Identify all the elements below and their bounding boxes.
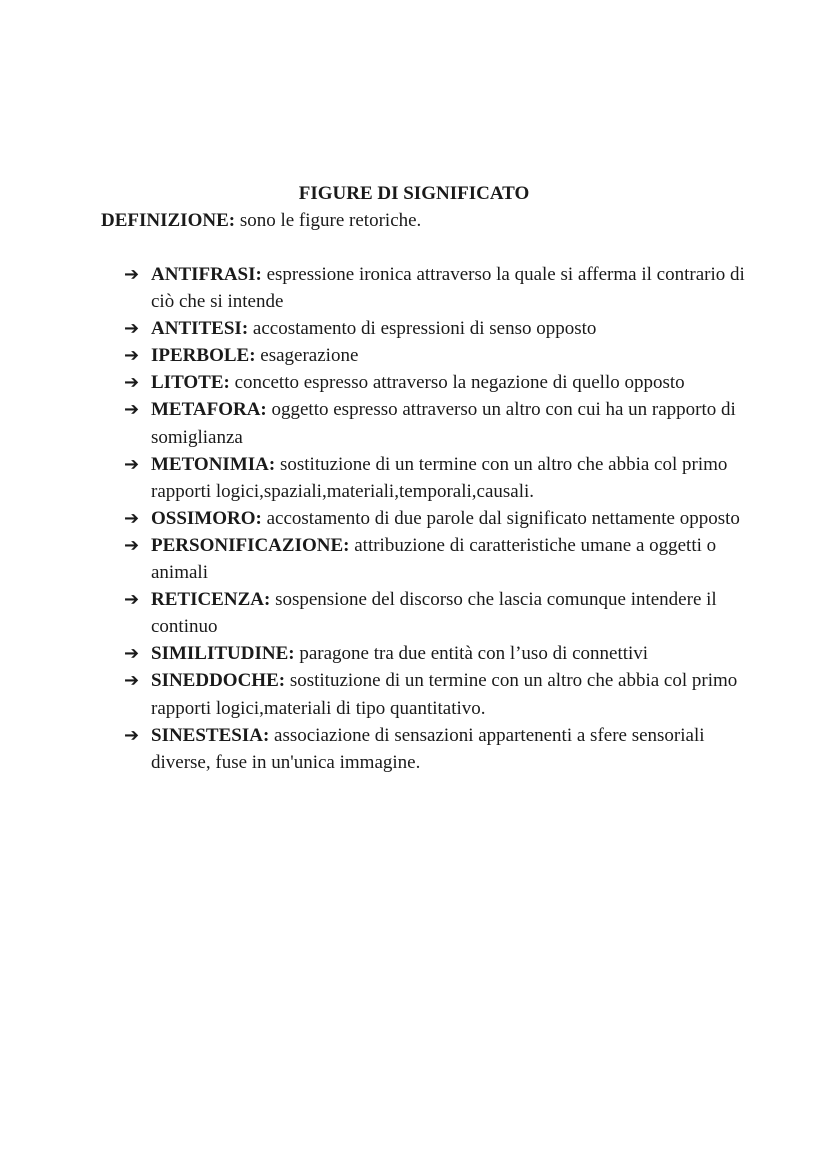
right-arrow-icon: ➔: [124, 534, 140, 556]
list-item: [124, 722, 764, 776]
item-description: attribuzione di caratteristiche umane a oggetti o animali: [151, 534, 717, 584]
item-description: accostamento di due parole dal significato nettamente opposto: [261, 507, 740, 529]
item-term: RETICENZA:: [151, 589, 271, 611]
list-item: [124, 315, 764, 342]
definition-line: [101, 207, 421, 234]
item-description: sostituzione di un termine con un altro che abbia col primo rapporti logici,spaziali,materiali,temporali,causali.: [151, 453, 728, 502]
list-item: [124, 396, 764, 450]
list-item: [124, 586, 764, 640]
figures-list: [124, 261, 764, 776]
item-term: SIMILITUDINE:: [151, 643, 295, 665]
right-arrow-icon: ➔: [124, 643, 140, 665]
right-arrow-icon: ➔: [124, 399, 140, 421]
list-item: [124, 261, 764, 315]
item-term: SINEDDOCHE:: [151, 670, 286, 692]
page-title: FIGURE DI SIGNIFICATO: [298, 183, 530, 204]
item-term: METONIMIA:: [151, 453, 276, 475]
item-description: paragone tra due entità con l’uso di connettivi: [294, 643, 649, 665]
list-item: [124, 369, 764, 396]
item-description: esagerazione: [255, 345, 359, 367]
item-description: associazione di sensazioni appartenenti a sfere sensoriali diverse, fuse in un'unica immagine.: [151, 724, 705, 773]
item-term: IPERBOLE:: [151, 345, 256, 367]
right-arrow-icon: ➔: [124, 264, 140, 285]
item-description: oggetto espresso attraverso un altro con cui ha un rapporto di somiglianza: [151, 399, 736, 448]
list-item: [124, 532, 764, 586]
list-item: [124, 640, 764, 667]
item-description: sostituzione di un termine con un altro che abbia col primo rapporti logici,materiali di tipo quantitativo.: [151, 670, 738, 719]
item-term: ANTIFRASI:: [151, 264, 262, 285]
item-text: [151, 369, 764, 396]
item-description: accostamento di espressioni di senso opposto: [248, 318, 597, 340]
right-arrow-icon: ➔: [124, 507, 140, 529]
list-item: [124, 505, 764, 532]
right-arrow-icon: ➔: [124, 345, 140, 367]
item-description: espressione ironica attraverso la quale si afferma il contrario di ciò che si intende: [151, 264, 745, 313]
item-text: [151, 505, 764, 532]
item-text: [151, 451, 764, 505]
item-description: sospensione del discorso che lascia comunque intendere il continuo: [151, 589, 717, 638]
item-term: ANTITESI:: [151, 318, 249, 340]
right-arrow-icon: ➔: [124, 589, 140, 611]
right-arrow-icon: ➔: [124, 724, 140, 746]
right-arrow-icon: ➔: [124, 372, 140, 394]
definition-text: sono le figure retoriche.: [235, 210, 422, 231]
item-text: [151, 261, 764, 315]
item-text: [151, 342, 764, 369]
list-item: [124, 342, 764, 369]
item-text: [151, 722, 764, 776]
item-text: [151, 640, 764, 667]
item-text: [151, 586, 764, 640]
item-text: [151, 396, 764, 450]
definition-label: DEFINIZIONE:: [101, 210, 236, 231]
item-description: concetto espresso attraverso la negazione di quello opposto: [229, 372, 685, 394]
item-text: [151, 532, 764, 586]
right-arrow-icon: ➔: [124, 670, 140, 692]
item-text: [151, 667, 764, 721]
item-term: SINESTESIA:: [151, 724, 270, 746]
item-term: OSSIMORO:: [151, 507, 262, 529]
list-item: [124, 451, 764, 505]
item-term: LITOTE:: [151, 372, 230, 394]
item-term: PERSONIFICAZIONE:: [151, 534, 350, 556]
item-term: METAFORA:: [151, 399, 267, 421]
right-arrow-icon: ➔: [124, 453, 140, 475]
list-item: [124, 667, 764, 721]
item-text: [151, 315, 764, 342]
right-arrow-icon: ➔: [124, 318, 140, 340]
